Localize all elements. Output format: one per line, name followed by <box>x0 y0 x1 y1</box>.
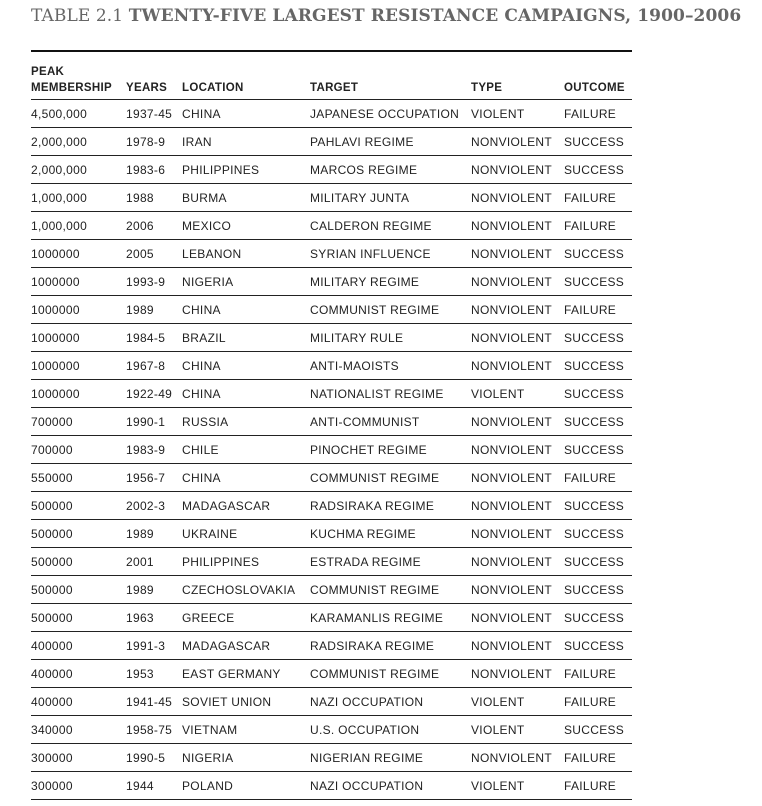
cell-target: COMMUNIST REGIME <box>310 296 471 324</box>
cell-outcome: SUCCESS <box>564 436 632 464</box>
cell-outcome: SUCCESS <box>564 352 632 380</box>
cell-outcome: SUCCESS <box>564 408 632 436</box>
table-row <box>31 604 632 632</box>
table-row <box>31 548 632 576</box>
campaigns-table <box>31 50 632 800</box>
cell-type: NONVIOLENT <box>471 156 564 184</box>
cell-target: SYRIAN INFLUENCE <box>310 240 471 268</box>
cell-peak-membership: 700000 <box>31 408 126 436</box>
cell-years: 1953 <box>126 660 182 688</box>
header-location: LOCATION <box>182 51 310 100</box>
cell-peak-membership: 500000 <box>31 576 126 604</box>
table-row <box>31 296 632 324</box>
cell-peak-membership: 340000 <box>31 716 126 744</box>
cell-type: NONVIOLENT <box>471 324 564 352</box>
cell-type: NONVIOLENT <box>471 408 564 436</box>
table-row <box>31 324 632 352</box>
cell-type: NONVIOLENT <box>471 184 564 212</box>
cell-location: LEBANON <box>182 240 310 268</box>
table-row <box>31 380 632 408</box>
cell-target: MARCOS REGIME <box>310 156 471 184</box>
cell-type: NONVIOLENT <box>471 240 564 268</box>
table-row <box>31 492 632 520</box>
cell-location: CHINA <box>182 352 310 380</box>
cell-years: 1983-9 <box>126 436 182 464</box>
cell-type: NONVIOLENT <box>471 604 564 632</box>
cell-years: 1958-75 <box>126 716 182 744</box>
table-number: TABLE 2.1 <box>31 6 124 26</box>
cell-type: NONVIOLENT <box>471 576 564 604</box>
table-row <box>31 744 632 772</box>
cell-target: JAPANESE OCCUPATION <box>310 100 471 128</box>
table-row <box>31 128 632 156</box>
cell-years: 2006 <box>126 212 182 240</box>
cell-location: PHILIPPINES <box>182 548 310 576</box>
table-row <box>31 408 632 436</box>
table-row <box>31 576 632 604</box>
cell-location: SOVIET UNION <box>182 688 310 716</box>
cell-outcome: SUCCESS <box>564 632 632 660</box>
cell-type: NONVIOLENT <box>471 436 564 464</box>
cell-peak-membership: 300000 <box>31 772 126 800</box>
cell-peak-membership: 400000 <box>31 632 126 660</box>
cell-location: VIETNAM <box>182 716 310 744</box>
cell-type: NONVIOLENT <box>471 660 564 688</box>
cell-years: 1993-9 <box>126 268 182 296</box>
cell-outcome: FAILURE <box>564 772 632 800</box>
cell-peak-membership: 1000000 <box>31 380 126 408</box>
table-row <box>31 184 632 212</box>
cell-peak-membership: 400000 <box>31 688 126 716</box>
table-heading: TWENTY-FIVE LARGEST RESISTANCE CAMPAIGNS, 1900–2006 <box>128 6 742 26</box>
cell-target: COMMUNIST REGIME <box>310 464 471 492</box>
cell-type: NONVIOLENT <box>471 212 564 240</box>
cell-years: 1956-7 <box>126 464 182 492</box>
cell-peak-membership: 2,000,000 <box>31 156 126 184</box>
cell-target: PINOCHET REGIME <box>310 436 471 464</box>
cell-years: 2005 <box>126 240 182 268</box>
cell-type: VIOLENT <box>471 716 564 744</box>
cell-target: NATIONALIST REGIME <box>310 380 471 408</box>
cell-location: UKRAINE <box>182 520 310 548</box>
cell-years: 1991-3 <box>126 632 182 660</box>
cell-target: CALDERON REGIME <box>310 212 471 240</box>
cell-years: 1963 <box>126 604 182 632</box>
cell-location: MADAGASCAR <box>182 632 310 660</box>
cell-location: GREECE <box>182 604 310 632</box>
cell-peak-membership: 1000000 <box>31 296 126 324</box>
table-row <box>31 464 632 492</box>
cell-years: 1989 <box>126 576 182 604</box>
table-row <box>31 268 632 296</box>
cell-years: 1988 <box>126 184 182 212</box>
cell-peak-membership: 300000 <box>31 744 126 772</box>
cell-target: MILITARY REGIME <box>310 268 471 296</box>
table-row <box>31 156 632 184</box>
cell-outcome: FAILURE <box>564 100 632 128</box>
table-row <box>31 436 632 464</box>
cell-years: 2001 <box>126 548 182 576</box>
cell-type: VIOLENT <box>471 100 564 128</box>
cell-target: ANTI-COMMUNIST <box>310 408 471 436</box>
cell-target: COMMUNIST REGIME <box>310 660 471 688</box>
cell-peak-membership: 1000000 <box>31 240 126 268</box>
cell-peak-membership: 500000 <box>31 520 126 548</box>
cell-years: 1978-9 <box>126 128 182 156</box>
cell-outcome: FAILURE <box>564 660 632 688</box>
table-row <box>31 632 632 660</box>
cell-target: KUCHMA REGIME <box>310 520 471 548</box>
cell-outcome: FAILURE <box>564 688 632 716</box>
cell-outcome: SUCCESS <box>564 128 632 156</box>
cell-type: VIOLENT <box>471 772 564 800</box>
header-outcome: OUTCOME <box>564 51 632 100</box>
cell-outcome: FAILURE <box>564 744 632 772</box>
cell-location: BURMA <box>182 184 310 212</box>
cell-outcome: SUCCESS <box>564 548 632 576</box>
cell-years: 1989 <box>126 296 182 324</box>
cell-type: NONVIOLENT <box>471 464 564 492</box>
cell-location: PHILIPPINES <box>182 156 310 184</box>
cell-years: 1989 <box>126 520 182 548</box>
cell-target: KARAMANLIS REGIME <box>310 604 471 632</box>
cell-type: VIOLENT <box>471 688 564 716</box>
cell-type: NONVIOLENT <box>471 128 564 156</box>
cell-location: BRAZIL <box>182 324 310 352</box>
cell-target: ESTRADA REGIME <box>310 548 471 576</box>
cell-location: RUSSIA <box>182 408 310 436</box>
cell-outcome: SUCCESS <box>564 716 632 744</box>
cell-type: NONVIOLENT <box>471 520 564 548</box>
cell-location: CHILE <box>182 436 310 464</box>
cell-outcome: FAILURE <box>564 296 632 324</box>
cell-location: CHINA <box>182 100 310 128</box>
cell-type: VIOLENT <box>471 380 564 408</box>
table-row <box>31 772 632 800</box>
table-row <box>31 688 632 716</box>
cell-peak-membership: 2,000,000 <box>31 128 126 156</box>
header-years: YEARS <box>126 51 182 100</box>
cell-target: MILITARY RULE <box>310 324 471 352</box>
cell-years: 1937-45 <box>126 100 182 128</box>
cell-years: 1944 <box>126 772 182 800</box>
cell-years: 1941-45 <box>126 688 182 716</box>
header-row <box>31 51 632 100</box>
cell-location: POLAND <box>182 772 310 800</box>
cell-outcome: SUCCESS <box>564 324 632 352</box>
cell-target: RADSIRAKA REGIME <box>310 492 471 520</box>
cell-outcome: SUCCESS <box>564 492 632 520</box>
cell-target: NAZI OCCUPATION <box>310 772 471 800</box>
cell-location: NIGERIA <box>182 268 310 296</box>
cell-years: 1922-49 <box>126 380 182 408</box>
cell-target: PAHLAVI REGIME <box>310 128 471 156</box>
cell-type: NONVIOLENT <box>471 548 564 576</box>
cell-location: NIGERIA <box>182 744 310 772</box>
cell-peak-membership: 550000 <box>31 464 126 492</box>
table-row <box>31 352 632 380</box>
cell-peak-membership: 1,000,000 <box>31 184 126 212</box>
cell-peak-membership: 500000 <box>31 492 126 520</box>
cell-peak-membership: 400000 <box>31 660 126 688</box>
cell-target: COMMUNIST REGIME <box>310 576 471 604</box>
cell-type: NONVIOLENT <box>471 352 564 380</box>
cell-years: 1984-5 <box>126 324 182 352</box>
cell-years: 1990-1 <box>126 408 182 436</box>
cell-peak-membership: 4,500,000 <box>31 100 126 128</box>
cell-peak-membership: 500000 <box>31 548 126 576</box>
cell-outcome: SUCCESS <box>564 520 632 548</box>
cell-location: CHINA <box>182 296 310 324</box>
cell-target: RADSIRAKA REGIME <box>310 632 471 660</box>
table-title <box>31 6 741 26</box>
cell-years: 2002-3 <box>126 492 182 520</box>
cell-outcome: FAILURE <box>564 464 632 492</box>
cell-location: MEXICO <box>182 212 310 240</box>
cell-years: 1983-6 <box>126 156 182 184</box>
cell-peak-membership: 700000 <box>31 436 126 464</box>
header-type: TYPE <box>471 51 564 100</box>
cell-target: U.S. OCCUPATION <box>310 716 471 744</box>
table-body <box>31 100 632 800</box>
cell-peak-membership: 1000000 <box>31 268 126 296</box>
cell-peak-membership: 500000 <box>31 604 126 632</box>
table-row <box>31 520 632 548</box>
table-row <box>31 240 632 268</box>
cell-outcome: SUCCESS <box>564 268 632 296</box>
cell-outcome: SUCCESS <box>564 156 632 184</box>
cell-location: CZECHOSLOVAKIA <box>182 576 310 604</box>
cell-location: IRAN <box>182 128 310 156</box>
cell-location: MADAGASCAR <box>182 492 310 520</box>
cell-peak-membership: 1000000 <box>31 324 126 352</box>
header-peak-membership: PEAK MEMBERSHIP <box>31 51 126 100</box>
table-row <box>31 660 632 688</box>
cell-outcome: SUCCESS <box>564 240 632 268</box>
cell-type: NONVIOLENT <box>471 492 564 520</box>
cell-target: NIGERIAN REGIME <box>310 744 471 772</box>
cell-outcome: SUCCESS <box>564 576 632 604</box>
table-row <box>31 716 632 744</box>
cell-target: MILITARY JUNTA <box>310 184 471 212</box>
cell-outcome: FAILURE <box>564 212 632 240</box>
cell-type: NONVIOLENT <box>471 744 564 772</box>
cell-years: 1990-5 <box>126 744 182 772</box>
cell-target: ANTI-MAOISTS <box>310 352 471 380</box>
cell-peak-membership: 1000000 <box>31 352 126 380</box>
cell-type: NONVIOLENT <box>471 296 564 324</box>
cell-location: CHINA <box>182 464 310 492</box>
cell-type: NONVIOLENT <box>471 632 564 660</box>
cell-target: NAZI OCCUPATION <box>310 688 471 716</box>
cell-outcome: SUCCESS <box>564 604 632 632</box>
cell-peak-membership: 1,000,000 <box>31 212 126 240</box>
table-row <box>31 212 632 240</box>
cell-type: NONVIOLENT <box>471 268 564 296</box>
cell-outcome: SUCCESS <box>564 380 632 408</box>
header-target: TARGET <box>310 51 471 100</box>
cell-years: 1967-8 <box>126 352 182 380</box>
cell-location: EAST GERMANY <box>182 660 310 688</box>
cell-outcome: FAILURE <box>564 184 632 212</box>
cell-location: CHINA <box>182 380 310 408</box>
table-row <box>31 100 632 128</box>
